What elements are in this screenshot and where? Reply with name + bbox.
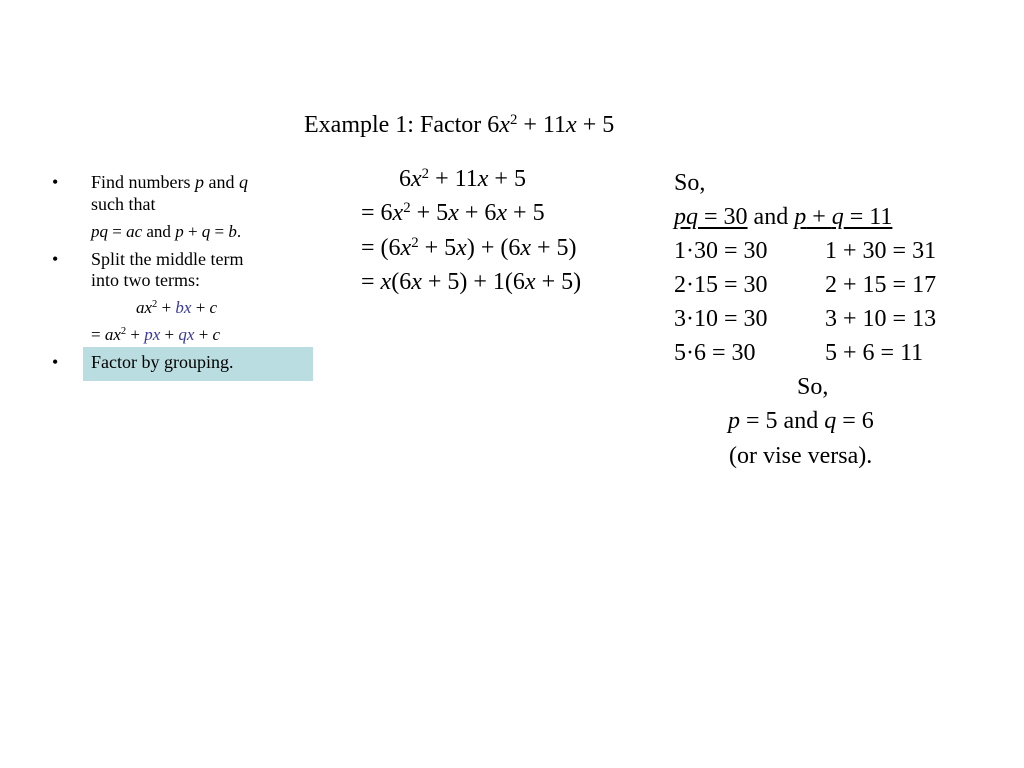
bullet-2-line-2: into two terms: bbox=[91, 270, 200, 290]
bullet-marker-1: • bbox=[52, 172, 59, 192]
so-label-2: So, bbox=[797, 374, 829, 400]
conditions-line: pq = 30 and p + q = 11 bbox=[674, 204, 893, 230]
product-2: 2·15 = 30 bbox=[674, 272, 768, 298]
product-1: 1·30 = 30 bbox=[674, 238, 768, 264]
derivation-line-4: = x(6x + 5) + 1(6x + 5) bbox=[361, 269, 582, 295]
derivation-line-2: = $6x^2 + 5x + 6x + 5$ bbox=[361, 199, 545, 226]
bullet-3-text: Factor by grouping. bbox=[91, 352, 234, 372]
slide-title: Example 1: Factor $6x^2 + 11x + 5$ bbox=[304, 111, 615, 138]
bullet-1-condition: pq = ac and p + q = b. bbox=[91, 222, 242, 241]
bullet-2-expression-2: = $ax^2$ + px + qx + c bbox=[91, 325, 221, 344]
derivation-line-3: = $(6x^2 + 5x) + (6x + 5)$ bbox=[361, 234, 577, 261]
result-line: p = 5 and q = 6 bbox=[728, 408, 874, 434]
bullet-1-line-1: Find numbers p and q bbox=[91, 172, 249, 192]
sum-2: 2 + 15 = 17 bbox=[825, 272, 937, 298]
product-4: 5·6 = 30 bbox=[674, 340, 756, 366]
vise-versa-note: (or vise versa). bbox=[729, 443, 873, 469]
sum-4: 5 + 6 = 11 bbox=[825, 340, 924, 366]
derivation-line-1: $6x^2 + 11x + 5$ bbox=[399, 165, 526, 192]
bullet-2-line-1: Split the middle term bbox=[91, 249, 244, 269]
sum-1: 1 + 30 = 31 bbox=[825, 238, 937, 264]
sum-3: 3 + 10 = 13 bbox=[825, 306, 937, 332]
bullet-1-line-2: such that bbox=[91, 194, 156, 214]
so-label-1: So, bbox=[674, 170, 706, 196]
bullet-marker-3: • bbox=[52, 352, 59, 372]
bullet-2-expression-1: $ax^2$ + bx + c bbox=[136, 298, 218, 317]
product-3: 3·10 = 30 bbox=[674, 306, 768, 332]
bullet-marker-2: • bbox=[52, 249, 59, 269]
